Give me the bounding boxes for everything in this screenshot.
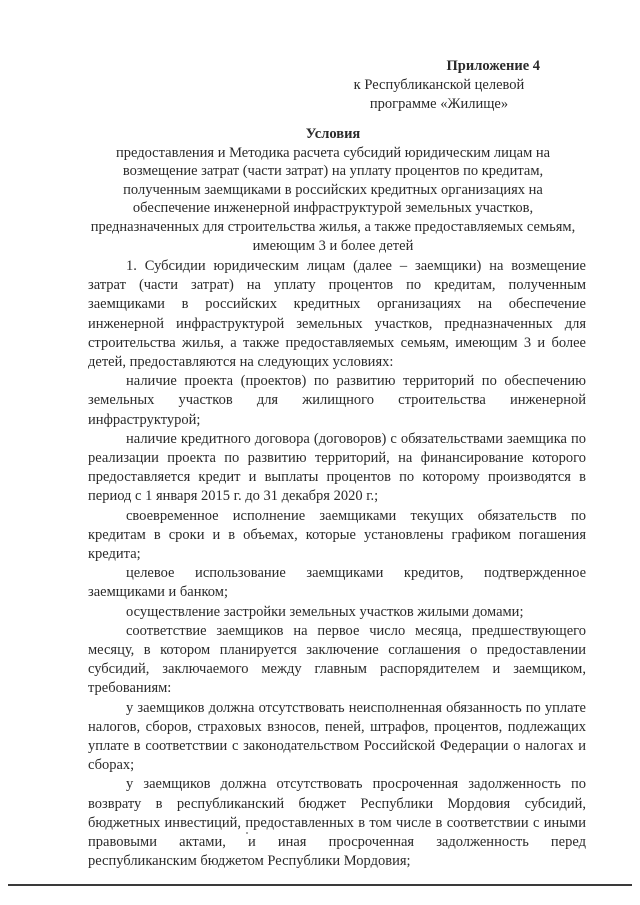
paragraph-1: 1. Субсидии юридическим лицам (далее – заемщики) на возмещение затрат (части затрат) на уплату процентов по кредитам, полученным заемщиками в российских кредитных организациях на обеспечение инженерной инфраструктурой земельных участков, предназначенных для строительства жилья, а также предоставляемых семьям, имеющим 3 и более детей, предоставляются на следующих условиях: [88, 258, 586, 371]
paragraph-5: целевое использование заемщиками кредитов, подтвержденное заемщиками и банком; [88, 565, 586, 601]
paragraph-9: у заемщиков должна отсутствовать просроченная задолженность по возврату в республиканский бюджет Республики Мордовия субсидий, бюджетных инвестиций, предоставленных в том числе в соответствии с иными правовыми актами, и иная просроченная задолженность перед республиканским бюджетом Республики Мордовия; [88, 776, 586, 870]
scan-speck [246, 832, 248, 834]
title-heading: Условия [305, 126, 361, 142]
appendix-line-1: к Республиканской целевой [353, 77, 525, 93]
appendix-number: Приложение 4 [446, 58, 540, 74]
paragraph-3: наличие кредитного договора (договоров) с обязательствами заемщика по реализации проекта по развитию территорий, на финансирование которого предоставляется кредит и выплаты процентов по которому производятся в период с 1 января 2015 г. до 31 декабря 2020 г.; [88, 430, 586, 505]
scan-bottom-edge [8, 884, 632, 886]
document-body [88, 257, 586, 872]
document-title [88, 125, 578, 255]
paragraph-4: своевременное исполнение заемщиками текущих обязательств по кредитам в сроки и в объемах, которые установлены графиком погашения кредита; [88, 507, 586, 563]
paragraph-7: соответствие заемщиков на первое число месяца, предшествующего месяцу, в котором планируется заключение соглашения о предоставлении субсидий, заключаемого между главным распорядителем и заемщиком, требованиям: [88, 622, 586, 697]
appendix-line-2: программе «Жилище» [369, 96, 509, 112]
paragraph-6: осуществление застройки земельных участков жилыми домами; [126, 603, 524, 620]
paragraph-8: у заемщиков должна отсутствовать неисполненная обязанность по уплате налогов, сборов, страховых взносов, пеней, штрафов, процентов, подлежащих уплате в соответствии с законодательством Российской Федерации о налогах и сборах; [88, 699, 586, 774]
appendix-header [324, 57, 554, 114]
title-subtitle: предоставления и Методика расчета субсидий юридическим лицам на возмещение затрат (части затрат) на уплату процентов по кредитам, полученным заемщиками в российских кредитных организациях на обеспечение инженерной инфраструктурой земельных участков, предназначенных для строительства жилья, а также предоставляемых семьям, имеющим 3 и более детей [90, 144, 576, 254]
paragraph-2: наличие проекта (проектов) по развитию территорий по обеспечению земельных участков для жилищного строительства инженерной инфраструктурой; [88, 373, 586, 428]
